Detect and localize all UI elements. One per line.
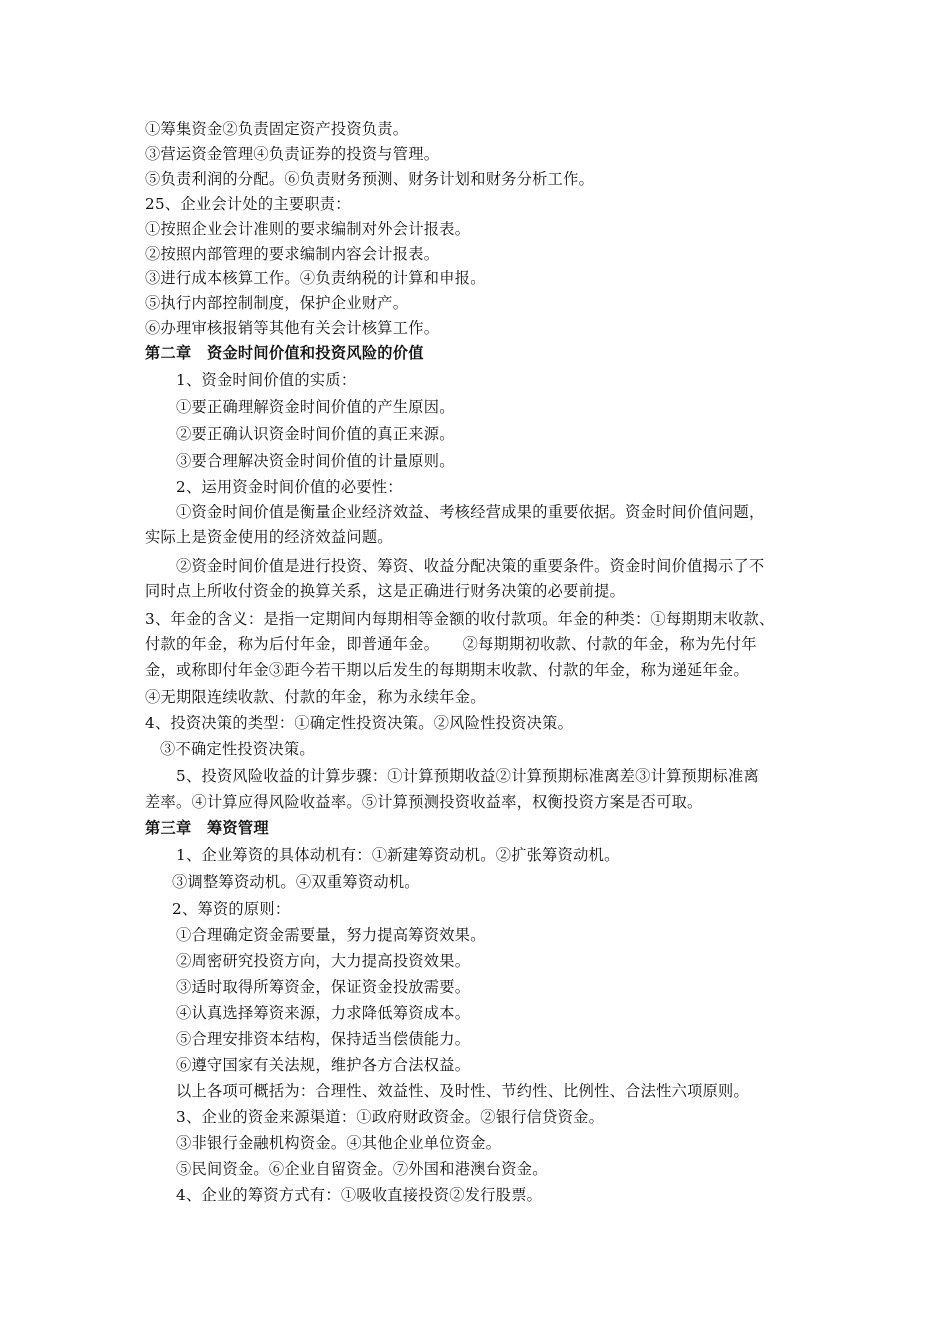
chapter-heading: 第三章 筹资管理 [145, 819, 269, 837]
text-line: ⑥办理审核报销等其他有关会计核算工作。 [145, 319, 440, 337]
text-line: ⑤负责利润的分配。⑥负责财务预测、财务计划和财务分析工作。 [145, 170, 595, 188]
text-line: ⑤合理安排资本结构，保持适当偿债能力。 [176, 1030, 471, 1048]
text-line: ③调整筹资动机。④双重筹资动机。 [172, 873, 420, 891]
text-line: 以上各项可概括为：合理性、效益性、及时性、节约性、比例性、合法性六项原则。 [176, 1082, 750, 1100]
text-line: 5、投资风险收益的计算步骤：①计算预期收益②计算预期标准离差③计算预期标准离 [176, 767, 759, 785]
text-line: ③适时取得所筹资金，保证资金投放需要。 [176, 978, 471, 996]
text-line: 3、企业的资金来源渠道：①政府财政资金。②银行信贷资金。 [176, 1108, 605, 1126]
text-line: ④无期限连续收款、付款的年金，称为永续年金。 [145, 688, 486, 706]
text-line: 2、运用资金时间价值的必要性： [176, 478, 403, 496]
text-line: ③要合理解决资金时间价值的计量原则。 [176, 452, 455, 470]
text-line: ①筹集资金②负责固定资产投资负责。 [145, 120, 409, 138]
text-line: 4、企业的筹资方式有：①吸收直接投资②发行股票。 [176, 1186, 543, 1204]
text-line: ③非银行金融机构资金。④其他企业单位资金。 [176, 1134, 502, 1152]
text-line: 同时点上所收付资金的换算关系，这是正确进行财务决策的必要前提。 [145, 582, 626, 600]
text-line: 3、年金的含义：是指一定期间内每期相等金额的收付款项。年金的种类：①每期期末收款、 [145, 610, 775, 628]
text-line: ⑥遵守国家有关法规，维护各方合法权益。 [176, 1056, 471, 1074]
text-line: 付款的年金，称为后付年金，即普通年金。 ②每期期初收款、付款的年金，称为先付年 [145, 635, 757, 653]
text-line: ①要正确理解资金时间价值的产生原因。 [176, 398, 455, 416]
text-line: 1、资金时间价值的实质： [176, 371, 357, 389]
text-line: ①资金时间价值是衡量企业经济效益、考核经营成果的重要依据。资金时间价值问题， [176, 503, 765, 521]
text-line: 2、筹资的原则： [172, 900, 291, 918]
text-line: 1、企业筹资的具体动机有：①新建筹资动机。②扩张筹资动机。 [176, 846, 620, 864]
text-line: 实际上是资金使用的经济效益问题。 [145, 528, 393, 546]
text-line: ⑤民间资金。⑥企业自留资金。⑦外国和港澳台资金。 [176, 1160, 548, 1178]
text-line: 金，或称即付年金③距今若干期以后发生的每期期末收款、付款的年金，称为递延年金。 [145, 661, 750, 679]
text-line: ④认真选择筹资来源，力求降低筹资成本。 [176, 1004, 471, 1022]
text-line: ②要正确认识资金时间价值的真正来源。 [176, 425, 455, 443]
text-line: ②按照内部管理的要求编制内容会计报表。 [145, 245, 440, 263]
text-line: ②资金时间价值是进行投资、筹资、收益分配决策的重要条件。资金时间价值揭示了不 [176, 557, 765, 575]
text-line: ②周密研究投资方向，大力提高投资效果。 [176, 952, 471, 970]
chapter-heading: 第二章 资金时间价值和投资风险的价值 [145, 344, 424, 362]
text-line: 4、投资决策的类型：①确定性投资决策。②风险性投资决策。 [145, 714, 574, 732]
text-line: ①按照企业会计准则的要求编制对外会计报表。 [145, 220, 471, 238]
text-line: ③营运资金管理④负责证券的投资与管理。 [145, 145, 440, 163]
text-line: ①合理确定资金需要量，努力提高筹资效果。 [176, 926, 486, 944]
text-line: ③不确定性投资决策。 [160, 740, 315, 758]
text-line: 差率。④计算应得风险收益率。⑤计算预测投资收益率，权衡投资方案是否可取。 [145, 793, 703, 811]
text-line: ⑤执行内部控制制度，保护企业财产。 [145, 294, 409, 312]
text-line: 25、企业会计处的主要职责： [145, 195, 351, 213]
text-line: ③进行成本核算工作。④负责纳税的计算和申报。 [145, 269, 486, 287]
